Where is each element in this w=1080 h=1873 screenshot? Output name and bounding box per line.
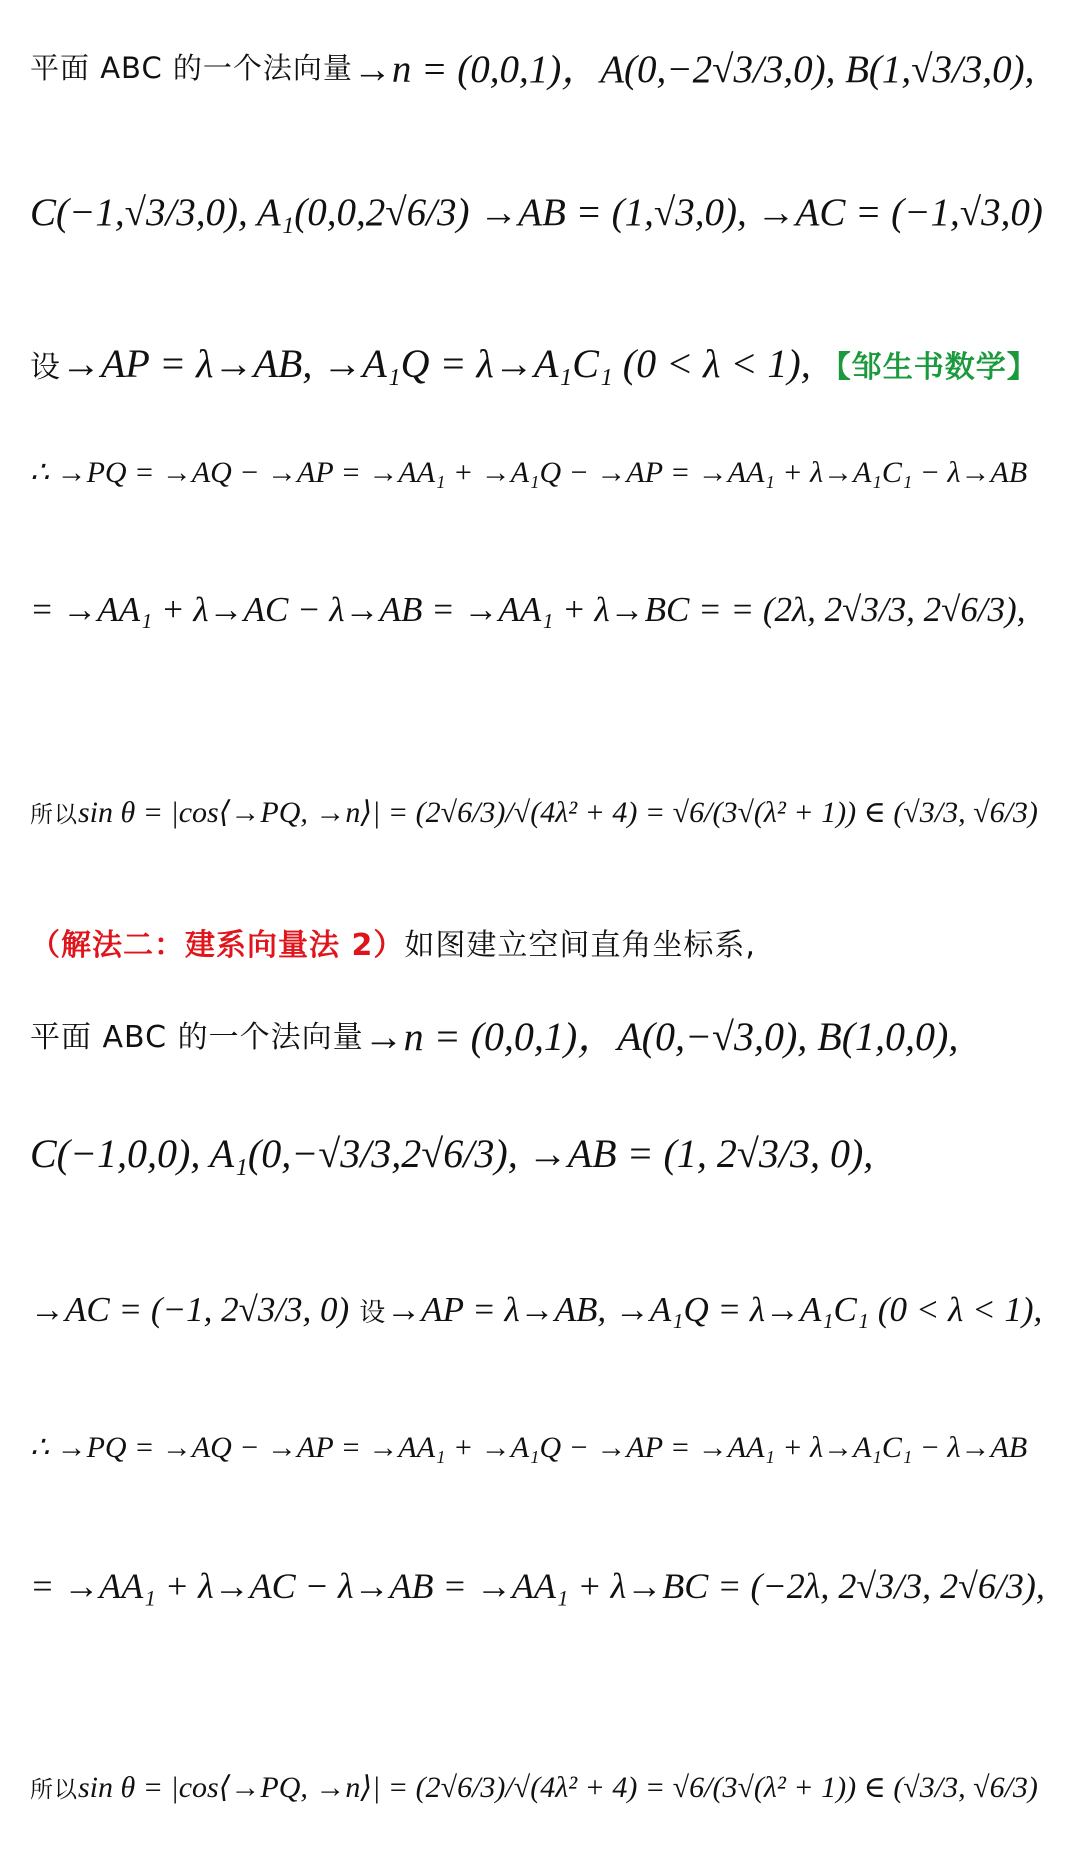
m2-heading-rest: 如图建立空间直角坐标系, — [404, 928, 756, 963]
m2-sin-line — [30, 1770, 1050, 1805]
m1-sin-line — [30, 795, 1050, 830]
m2-heading: （解法二：建系向量法 2） — [30, 928, 405, 963]
m2-pq-math2: = →AA₁ + λ→AC − λ→AB = →AA₁ + λ→BC = (−2λ, 2√3/3, 2√6/3), — [30, 1566, 1045, 1606]
m2-coords-math: C(−1,0,0), A₁(0,−√3/3,2√6/3), →AB = (1, 2√3/3, 0), — [30, 1131, 874, 1176]
m1-coords-math: C(−1,√3/3,0), A₁(0,0,2√6/3) →AB = (1,√3,0), →AC = (−1,√3,0) — [30, 191, 1043, 234]
m1-let-math: →AP = λ→AB, →A₁Q = λ→A₁C₁ (0 < λ < 1), — [61, 341, 811, 386]
m1-normal-text: 平面 ABC 的一个法向量 — [30, 50, 353, 85]
m1-normal-math: →n = (0,0,1)，A(0,−2√3/3,0), B(1,√3/3,0), — [352, 48, 1035, 91]
m2-so-prefix: 所以 — [30, 1777, 78, 1803]
m1-sin-math: sin θ = |cos⟨→PQ, →n⟩| = (2√6/3)/√(4λ² + 4) = √6/(3√(λ² + 1)) ∈ (√3/3, √6/3) — [78, 796, 1038, 829]
m2-pq-line1 — [30, 1430, 1050, 1465]
m2-normal-line — [30, 1005, 1050, 1062]
watermark-label: 【邹生书数学】 — [820, 349, 1038, 385]
m2-let-math: →AP = λ→AB, →A₁Q = λ→A₁C₁ (0 < λ < 1), — [386, 1290, 1043, 1329]
m1-pq-line2 — [30, 590, 1050, 630]
m2-ac-math: →AC = (−1, 2√3/3, 0) — [30, 1290, 350, 1329]
m1-so-prefix: 所以 — [30, 802, 78, 828]
m1-let-line — [30, 340, 1050, 387]
m1-pq-math2: = →AA₁ + λ→AC − λ→AB = →AA₁ + λ→BC = = (2λ, 2√3/3, 2√6/3), — [30, 590, 1026, 629]
m1-normal-line — [30, 38, 1050, 94]
m2-let-prefix: 设 — [359, 1297, 387, 1328]
m1-let-prefix: 设 — [30, 349, 61, 385]
m2-coords-line — [30, 1130, 1050, 1177]
m2-heading-line — [30, 920, 1050, 964]
m2-normal-math: →n = (0,0,1)，A(0,−√3,0), B(1,0,0), — [363, 1014, 959, 1059]
m1-pq-line1 — [30, 455, 1050, 490]
m2-sin-math: sin θ = |cos⟨→PQ, →n⟩| = (2√6/3)/√(4λ² + 4) = √6/(3√(λ² + 1)) ∈ (√3/3, √6/3) — [78, 1771, 1038, 1804]
m2-normal-text: 平面 ABC 的一个法向量 — [30, 1019, 364, 1055]
m2-pq-line2 — [30, 1565, 1050, 1607]
m1-pq-math1: ∴ →PQ = →AQ − →AP = →AA₁ + →A₁Q − →AP = →AA₁ + λ→A₁C₁ − λ→AB — [30, 456, 1028, 489]
m1-coords-line — [30, 190, 1050, 235]
m2-ac-line — [30, 1290, 1050, 1330]
m2-pq-math1: ∴ →PQ = →AQ − →AP = →AA₁ + →A₁Q − →AP = →AA₁ + λ→A₁C₁ − λ→AB — [30, 1431, 1028, 1464]
